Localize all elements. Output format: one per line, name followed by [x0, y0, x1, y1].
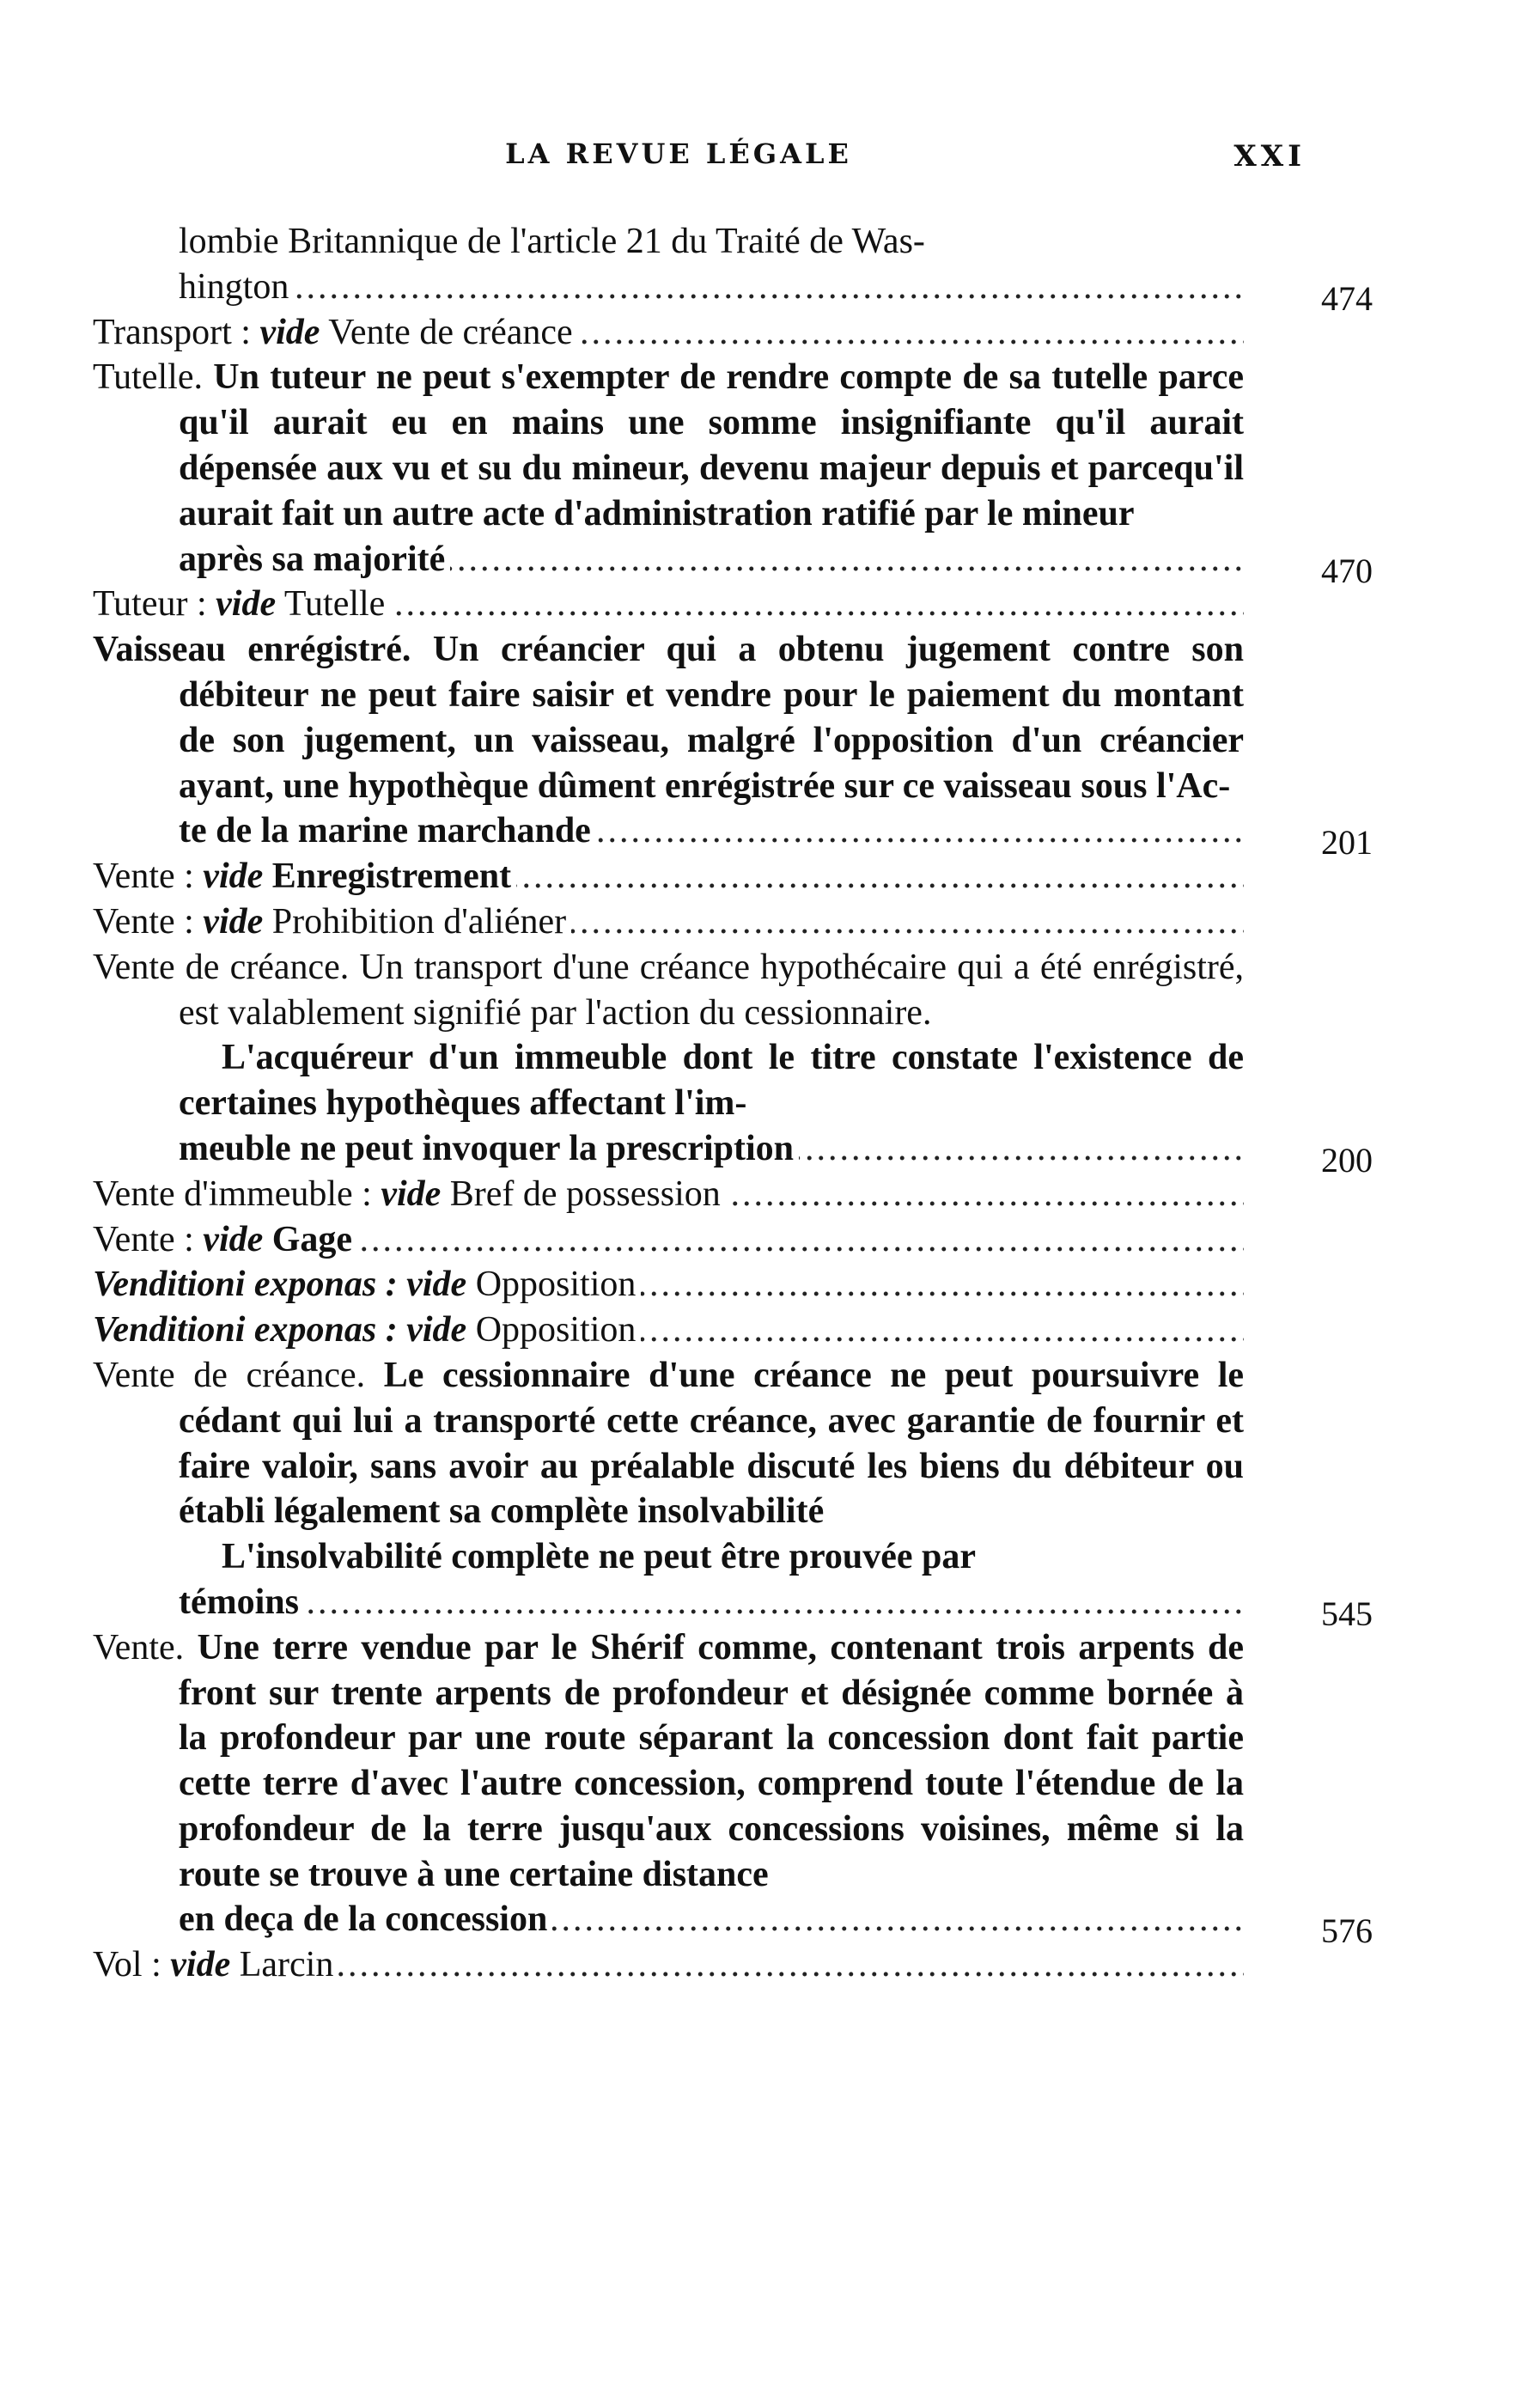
- entry-head: Vente :: [93, 1219, 194, 1259]
- entry-text: lombie Britannique de l'article 21 du Traité de Was-: [179, 222, 925, 261]
- entry-line: [93, 1262, 1244, 1308]
- entry-head: Vente.: [93, 1627, 185, 1667]
- index-entry-vente-enregistrement: [93, 854, 1244, 899]
- entry-text: Un tuteur ne peut s'exempter de rendre compte de sa tutelle parce qu'il aurait eu en mains une somme insignifiante qu'il aurait dépensée aux vu et su du mineur, devenu majeur depuis et parcequ'il aurait fait un autre acte d'administration ratifié par le mineur: [179, 357, 1245, 533]
- index-entry-tuteur: [93, 582, 1244, 627]
- entry-line: [93, 310, 1244, 356]
- entry-target: Bref de possession: [449, 1174, 721, 1214]
- entry-head: Vente de créance.: [93, 1355, 366, 1395]
- vide-label: vide: [203, 1219, 264, 1259]
- page-reference: 470: [1321, 551, 1373, 590]
- entry-head: Transport :: [93, 312, 251, 352]
- entry-line: [93, 854, 1244, 899]
- entry-target: Opposition: [475, 1310, 637, 1350]
- entry-head: Vente d'immeuble :: [93, 1174, 372, 1214]
- entry-last-line: te de la marine marchande .....: [179, 808, 1244, 854]
- index-entry-vol: [93, 1942, 1244, 1988]
- page-reference: 201: [1321, 823, 1373, 863]
- vide-label: vide: [259, 312, 320, 352]
- entry-head: Venditioni exponas :: [93, 1265, 398, 1305]
- vide-label: vide: [170, 1945, 231, 1985]
- index-entry-vente-creance-1: [93, 945, 1373, 1180]
- entry-head: Vol :: [93, 1945, 161, 1985]
- entry-head: Tuteur :: [93, 584, 207, 625]
- index-entry-vente-gage: [93, 1217, 1244, 1263]
- page-reference: 474: [1321, 278, 1373, 318]
- index-entry-vente-immeuble: [93, 1172, 1244, 1217]
- entry-last-line: témoins .....: [179, 1580, 1244, 1625]
- entry-target: Vente de créance: [328, 312, 573, 352]
- page-reference: 545: [1321, 1594, 1373, 1633]
- page-folio: XXI: [1233, 139, 1306, 174]
- entry-target: Larcin: [239, 1945, 334, 1985]
- entry-head: Tutelle.: [93, 357, 203, 398]
- index-entry-vaisseau: [93, 627, 1373, 863]
- entry-line: [93, 899, 1244, 945]
- entry-line: [93, 1308, 1244, 1353]
- entry-target: Enregistrement: [271, 857, 512, 897]
- entry-target: Opposition: [475, 1265, 637, 1305]
- index-entry-tutelle: [93, 355, 1373, 590]
- index-list: [93, 219, 1373, 1988]
- entry-text: Le cessionnaire d'une créance ne peut poursuivre le cédant qui lui a transporté cette créance, avec garantie de fournir et faire valoir, sans avoir au préalable discuté les biens du débiteur ou établi légalement sa complète insolvabilité: [179, 1355, 1245, 1532]
- index-entry-vente-creance-2: [93, 1353, 1373, 1633]
- entry-target: Tutelle: [283, 584, 386, 625]
- entry-head: Vente de créance.: [93, 947, 350, 987]
- vide-label: vide: [381, 1174, 442, 1214]
- index-entry-washington: [93, 219, 1373, 318]
- entry-line: [93, 1942, 1244, 1988]
- running-title: LA REVUE LÉGALE: [505, 137, 852, 170]
- index-entry-venditioni-2: [93, 1308, 1244, 1353]
- entry-text: Un créancier qui a obtenu jugement contre son débiteur ne peut faire saisir et vendre pour le paiement du montant de son jugement, un vaisseau, malgré l'opposition d'un créancier ayant, une hypothèque dûment enrégistrée sur ce vaisseau sous l'Ac-: [179, 630, 1245, 806]
- entry-paragraph: L'insolvabilité complète ne peut être prouvée par: [222, 1537, 977, 1577]
- page-reference: 200: [1321, 1140, 1373, 1180]
- entry-text: Un transport d'une créance hypothécaire qui a été enrégistré, est valablement signifié par l'action du cessionnaire.: [179, 947, 1245, 1033]
- entry-last-line: hington .....: [179, 265, 1244, 310]
- vide-label: vide: [216, 584, 277, 625]
- entry-head: Vaisseau enrégistré.: [93, 630, 411, 670]
- entry-head: Vente :: [93, 901, 194, 942]
- entry-line: [93, 1172, 1244, 1217]
- entry-last-line: meuble ne peut invoquer la prescription .....: [179, 1126, 1244, 1172]
- entry-last-line: en deça de la concession .....: [179, 1897, 1244, 1942]
- index-entry-vente-terre: [93, 1625, 1373, 1951]
- index-entry-vente-prohibition: [93, 899, 1244, 945]
- entry-head: Venditioni exponas :: [93, 1310, 398, 1350]
- entry-last-line: après sa majorité .....: [179, 537, 1244, 582]
- vide-label: vide: [406, 1265, 467, 1305]
- vide-label: vide: [203, 857, 264, 897]
- entry-text: Une terre vendue par le Shérif comme, contenant trois arpents de front sur trente arpents de profondeur et désignée comme bornée à la profondeur par une route séparant la concession dont fait partie cette terre d'avec l'autre concession, comprend toute l'étendue de la profondeur de la terre jusqu'aux concessions voisines, même si la route se trouve à une certaine distance: [179, 1627, 1244, 1894]
- vide-label: vide: [406, 1310, 467, 1350]
- vide-label: vide: [203, 901, 264, 942]
- index-entry-venditioni-1: [93, 1262, 1244, 1308]
- entry-target: Prohibition d'aliéner: [271, 901, 567, 942]
- index-entry-transport: [93, 310, 1244, 356]
- entry-line: [93, 1217, 1244, 1263]
- running-head: [0, 129, 1535, 180]
- entry-target: Gage: [271, 1219, 353, 1259]
- entry-line: [93, 582, 1244, 627]
- page-reference: 576: [1321, 1911, 1373, 1951]
- entry-head: Vente :: [93, 857, 194, 897]
- entry-paragraph: L'acquéreur d'un immeuble dont le titre constate l'existence de certaines hypothèques affectant l'im-: [179, 1038, 1244, 1124]
